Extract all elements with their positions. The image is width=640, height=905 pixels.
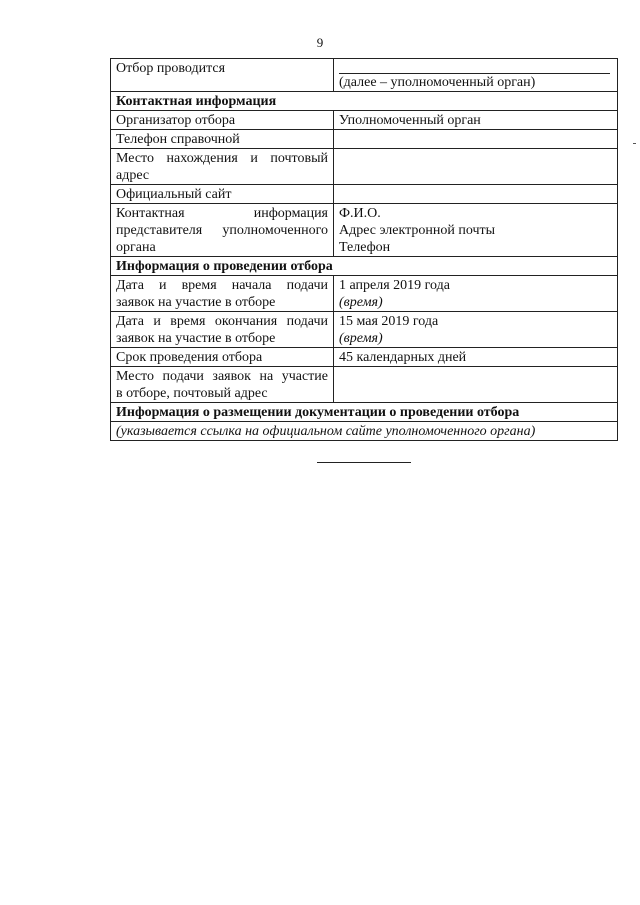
submission-place-label-line1: Место подачи заявок на участие (116, 369, 328, 384)
table-row-start-date (111, 276, 618, 312)
table-row-submission-place (111, 367, 618, 403)
end-date-label-line2: заявок на участие в отборе (116, 331, 276, 346)
representative-email: Адрес электронной почты (339, 223, 496, 238)
documentation-header: Информация о размещении документации о проведении отбора (111, 403, 618, 422)
phone-value (334, 130, 618, 149)
margin-mark (633, 143, 636, 144)
end-date-label (111, 312, 334, 348)
section-header-row (111, 403, 618, 422)
section-header-row (111, 92, 618, 111)
contact-info-header: Контактная информация (111, 92, 618, 111)
start-time-placeholder: (время) (339, 295, 383, 310)
address-label (111, 149, 334, 185)
end-date-value (334, 312, 618, 348)
website-label: Официальный сайт (111, 185, 334, 204)
submission-place-value (334, 367, 618, 403)
table-row-selection (111, 59, 618, 92)
start-date-label-line2: заявок на участие в отборе (116, 295, 276, 310)
selection-info-table (110, 58, 618, 441)
address-label-line2: адрес (116, 168, 150, 183)
address-value (334, 149, 618, 185)
table-row-representative (111, 204, 618, 257)
representative-phone: Телефон (339, 240, 391, 255)
representative-value (334, 204, 618, 257)
start-date-value (334, 276, 618, 312)
website-value (334, 185, 618, 204)
duration-label: Срок проведения отбора (111, 348, 334, 367)
closing-rule (317, 462, 411, 463)
phone-label: Телефон справочной (111, 130, 334, 149)
page-number: 9 (316, 35, 324, 50)
section-header-row (111, 257, 618, 276)
selection-value-note: (далее – уполномоченный орган) (339, 75, 536, 90)
documentation-note: (указывается ссылка на официальном сайте уполномоченного органа) (111, 422, 618, 441)
table-row-end-date (111, 312, 618, 348)
representative-label-line1: Контактная информация (116, 206, 328, 221)
duration-value: 45 календарных дней (334, 348, 618, 367)
representative-label (111, 204, 334, 257)
end-date-label-line1: Дата и время окончания подачи (116, 314, 328, 329)
selection-value (334, 59, 618, 92)
conduct-info-header: Информация о проведении отбора (111, 257, 618, 276)
end-date: 15 мая 2019 года (339, 314, 439, 329)
table-row-phone (111, 130, 618, 149)
address-label-line1: Место нахождения и почтовый (116, 151, 328, 166)
table-row-website (111, 185, 618, 204)
table-row-documentation (111, 422, 618, 441)
blank-fill-line (339, 60, 610, 74)
table-row-address (111, 149, 618, 185)
start-date-label-line1: Дата и время начала подачи (116, 278, 328, 293)
organizer-label: Организатор отбора (111, 111, 334, 130)
table-row-duration (111, 348, 618, 367)
representative-name: Ф.И.О. (339, 206, 381, 221)
selection-label: Отбор проводится (111, 59, 334, 92)
submission-place-label (111, 367, 334, 403)
organizer-value: Уполномоченный орган (334, 111, 618, 130)
representative-label-line2: представителя уполномоченного (116, 223, 328, 238)
start-date: 1 апреля 2019 года (339, 278, 450, 293)
representative-label-line3: органа (116, 240, 156, 255)
submission-place-label-line2: в отборе, почтовый адрес (116, 386, 268, 401)
start-date-label (111, 276, 334, 312)
end-time-placeholder: (время) (339, 331, 383, 346)
table-row-organizer (111, 111, 618, 130)
